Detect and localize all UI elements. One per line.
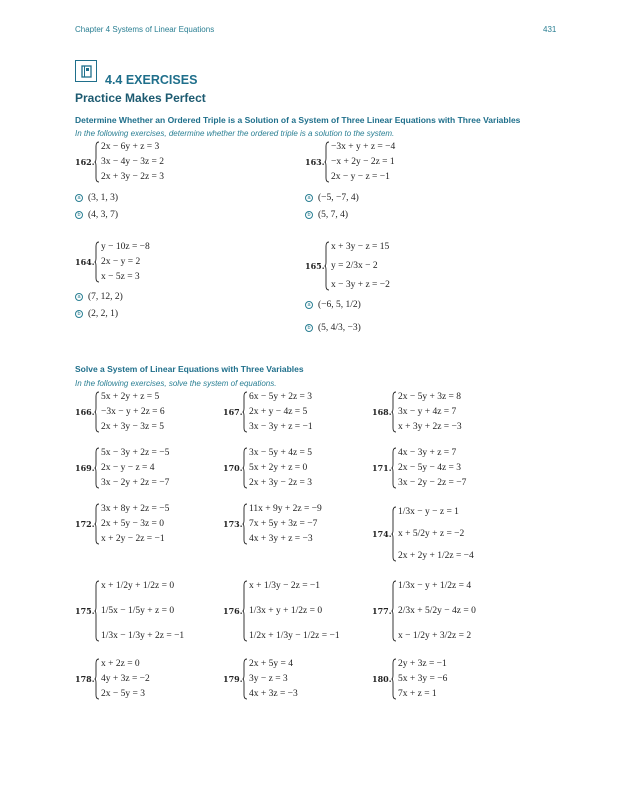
equation: 4x − 3y + z = 7: [398, 448, 457, 458]
equation: 2x + 5y − 3z = 0: [101, 519, 165, 529]
option-value: (4, 3, 7): [88, 210, 119, 220]
system-brace: [94, 580, 100, 642]
equation: 3x + 8y + 2z = −5: [101, 504, 170, 514]
equation: x + 1/3y − 2z = −1: [249, 581, 321, 591]
option-value: (5, 4/3, −3): [318, 323, 361, 333]
equation: 5x + 2y + z = 0: [249, 463, 308, 473]
system-brace: [94, 391, 100, 433]
equation: x + 2z = 0: [101, 659, 140, 669]
system-brace: [94, 141, 100, 183]
problem: [75, 141, 235, 183]
equation-system: [398, 447, 466, 489]
option-value: (5, 7, 4): [318, 210, 349, 220]
problem-number: 180.: [372, 674, 392, 684]
problem: [372, 391, 532, 433]
option-letter: a: [75, 194, 83, 202]
system-brace: [391, 506, 397, 562]
equation-system: [249, 391, 313, 433]
problem-number: 171.: [372, 463, 392, 473]
problem: [372, 447, 532, 489]
equation: 3x − y + 4z = 7: [398, 407, 457, 417]
equation: 1/5x − 1/5y + z = 0: [101, 606, 175, 616]
equation: 1/3x − y + 1/2z = 4: [398, 581, 472, 591]
equation: 2x − y = 2: [101, 257, 141, 267]
problem: [75, 447, 235, 489]
system-brace: [391, 391, 397, 433]
equation: 2x − 5y − 4z = 3: [398, 463, 462, 473]
problem-number: 168.: [372, 407, 392, 417]
system-brace: [391, 447, 397, 489]
problem-number: 179.: [223, 674, 243, 684]
system-brace: [94, 503, 100, 545]
problem: [223, 658, 383, 700]
problem: [223, 503, 383, 545]
system-brace: [242, 580, 248, 642]
equation: 3x − 4y − 3z = 2: [101, 157, 165, 167]
problem-number: 167.: [223, 407, 243, 417]
equation: 3x − 3y + z = −1: [249, 422, 313, 432]
equation: 3x − 2y − 2z = −7: [398, 478, 467, 488]
equation: x + 5/2y + z = −2: [398, 529, 465, 539]
page-number: 431: [543, 25, 557, 34]
problem: [75, 580, 235, 642]
problem-number: 163.: [305, 157, 325, 167]
system-brace: [324, 241, 330, 291]
section-title: 4.4 EXERCISES: [105, 73, 198, 87]
system-brace: [242, 503, 248, 545]
problem: [75, 658, 235, 700]
equation-system: [398, 658, 447, 700]
problem-number: 176.: [223, 606, 243, 616]
problem-number: 166.: [75, 407, 95, 417]
option-value: (7, 12, 2): [88, 292, 123, 302]
problem-number: 178.: [75, 674, 95, 684]
system-brace: [242, 391, 248, 433]
option-letter: b: [75, 211, 83, 219]
problem: [372, 580, 532, 642]
problem-number: 175.: [75, 606, 95, 616]
problem: [75, 241, 235, 283]
problem: [75, 391, 235, 433]
equation: 2x − 5y = 3: [101, 689, 145, 699]
problem: [372, 506, 532, 562]
equation: 1/3x + y + 1/2z = 0: [249, 606, 323, 616]
equation: y − 10z = −8: [101, 242, 150, 252]
option-letter: a: [305, 301, 313, 309]
problem: [305, 241, 465, 291]
part2-instructions: In the following exercises, solve the system of equations.: [75, 379, 277, 388]
problem: [223, 391, 383, 433]
equation: x − 3y + z = −2: [331, 280, 390, 290]
equation-system: [101, 447, 169, 489]
equation: 3x − 2y + 2z = −7: [101, 478, 170, 488]
equation: 1/3x − 1/3y + 2z = −1: [101, 631, 185, 641]
equation: 2x − 6y + z = 3: [101, 142, 160, 152]
equation: x − 5z = 3: [101, 272, 140, 282]
equation: 1/2x + 1/3y − 1/2z = −1: [249, 631, 340, 641]
system-brace: [391, 580, 397, 642]
equation: x + 3y + 2z = −3: [398, 422, 462, 432]
equation: 2x + 3y − 2z = 3: [101, 172, 165, 182]
problem-number: 169.: [75, 463, 95, 473]
book-icon: [75, 60, 97, 82]
equation: y = 2/3x − 2: [331, 261, 378, 271]
equation: 7x + z = 1: [398, 689, 437, 699]
equation: 7x + 5y + 3z = −7: [249, 519, 318, 529]
problem-number: 177.: [372, 606, 392, 616]
equation-system: [249, 580, 340, 642]
problem: [305, 141, 465, 183]
problem-number: 165.: [305, 261, 325, 271]
equation: 1/3x − y − z = 1: [398, 507, 459, 517]
part2-heading: Solve a System of Linear Equations with Three Variables: [75, 364, 304, 374]
equation: 2x − y − z = 4: [101, 463, 155, 473]
equation: x + 1/2y + 1/2z = 0: [101, 581, 175, 591]
system-brace: [94, 658, 100, 700]
system-brace: [242, 658, 248, 700]
equation: 3y − z = 3: [249, 674, 288, 684]
equation: 2x + 5y = 4: [249, 659, 293, 669]
equation: 2y + 3z = −1: [398, 659, 447, 669]
equation-system: [249, 447, 312, 489]
equation: −3x − y + 2z = 6: [101, 407, 165, 417]
equation-system: [398, 391, 462, 433]
equation-system: [101, 241, 150, 283]
equation-system: [331, 141, 395, 183]
equation-system: [101, 141, 164, 183]
option-letter: b: [305, 324, 313, 332]
equation-system: [101, 391, 165, 433]
equation: 2/3x + 5/2y − 4z = 0: [398, 606, 476, 616]
equation: 3x − 5y + 4z = 5: [249, 448, 313, 458]
equation: 2x − 5y + 3z = 8: [398, 392, 462, 402]
equation: 5x + 3y = −6: [398, 674, 448, 684]
problem-number: 162.: [75, 157, 95, 167]
equation: 2x − y − z = −1: [331, 172, 390, 182]
option-value: (−6, 5, 1/2): [318, 300, 361, 310]
option-letter: b: [305, 211, 313, 219]
option-value: (2, 2, 1): [88, 309, 119, 319]
problem-number: 174.: [372, 529, 392, 539]
equation-system: [398, 580, 476, 642]
equation: 2x + 2y + 1/2z = −4: [398, 551, 474, 561]
equation: 2x + y − 4z = 5: [249, 407, 308, 417]
option-value: (3, 1, 3): [88, 193, 119, 203]
equation: −x + 2y − 2z = 1: [331, 157, 395, 167]
problem-number: 164.: [75, 257, 95, 267]
option-value: (−5, −7, 4): [318, 193, 359, 203]
problem: [223, 580, 383, 642]
problem: [223, 447, 383, 489]
equation-system: [398, 506, 474, 562]
equation: 6x − 5y + 2z = 3: [249, 392, 313, 402]
equation-system: [101, 580, 184, 642]
section-subtitle: Practice Makes Perfect: [75, 91, 206, 105]
equation: −3x + y + z = −4: [331, 142, 396, 152]
equation: x + 3y − z = 15: [331, 242, 390, 252]
system-brace: [391, 658, 397, 700]
part1-instructions: In the following exercises, determine whether the ordered triple is a solution to the system.: [75, 129, 395, 138]
equation: 11x + 9y + 2z = −9: [249, 504, 322, 514]
option-letter: a: [75, 293, 83, 301]
running-head-chapter: Chapter 4 Systems of Linear Equations: [75, 25, 215, 34]
problem-number: 170.: [223, 463, 243, 473]
equation-system: [101, 503, 169, 545]
equation: 2x + 3y − 3z = 5: [101, 422, 165, 432]
equation: x + 2y − 2z = −1: [101, 534, 165, 544]
system-brace: [94, 241, 100, 283]
option-letter: b: [75, 310, 83, 318]
problem-number: 172.: [75, 519, 95, 529]
problem: [75, 503, 235, 545]
equation-system: [101, 658, 150, 700]
system-brace: [94, 447, 100, 489]
problem: [372, 658, 532, 700]
equation: 5x + 2y + z = 5: [101, 392, 160, 402]
equation-system: [249, 503, 322, 545]
equation: x − 1/2y + 3/2z = 2: [398, 631, 472, 641]
equation-system: [331, 241, 390, 291]
option-letter: a: [305, 194, 313, 202]
equation: 4y + 3z = −2: [101, 674, 150, 684]
equation-system: [249, 658, 298, 700]
part1-heading: Determine Whether an Ordered Triple is a Solution of a System of Three Linear Equations with Three Variables: [75, 115, 521, 125]
problem-number: 173.: [223, 519, 243, 529]
system-brace: [324, 141, 330, 183]
equation: 2x + 3y − 2z = 3: [249, 478, 313, 488]
equation: 4x + 3y + z = −3: [249, 534, 313, 544]
equation: 4x + 3z = −3: [249, 689, 298, 699]
equation: 5x − 3y + 2z = −5: [101, 448, 170, 458]
system-brace: [242, 447, 248, 489]
